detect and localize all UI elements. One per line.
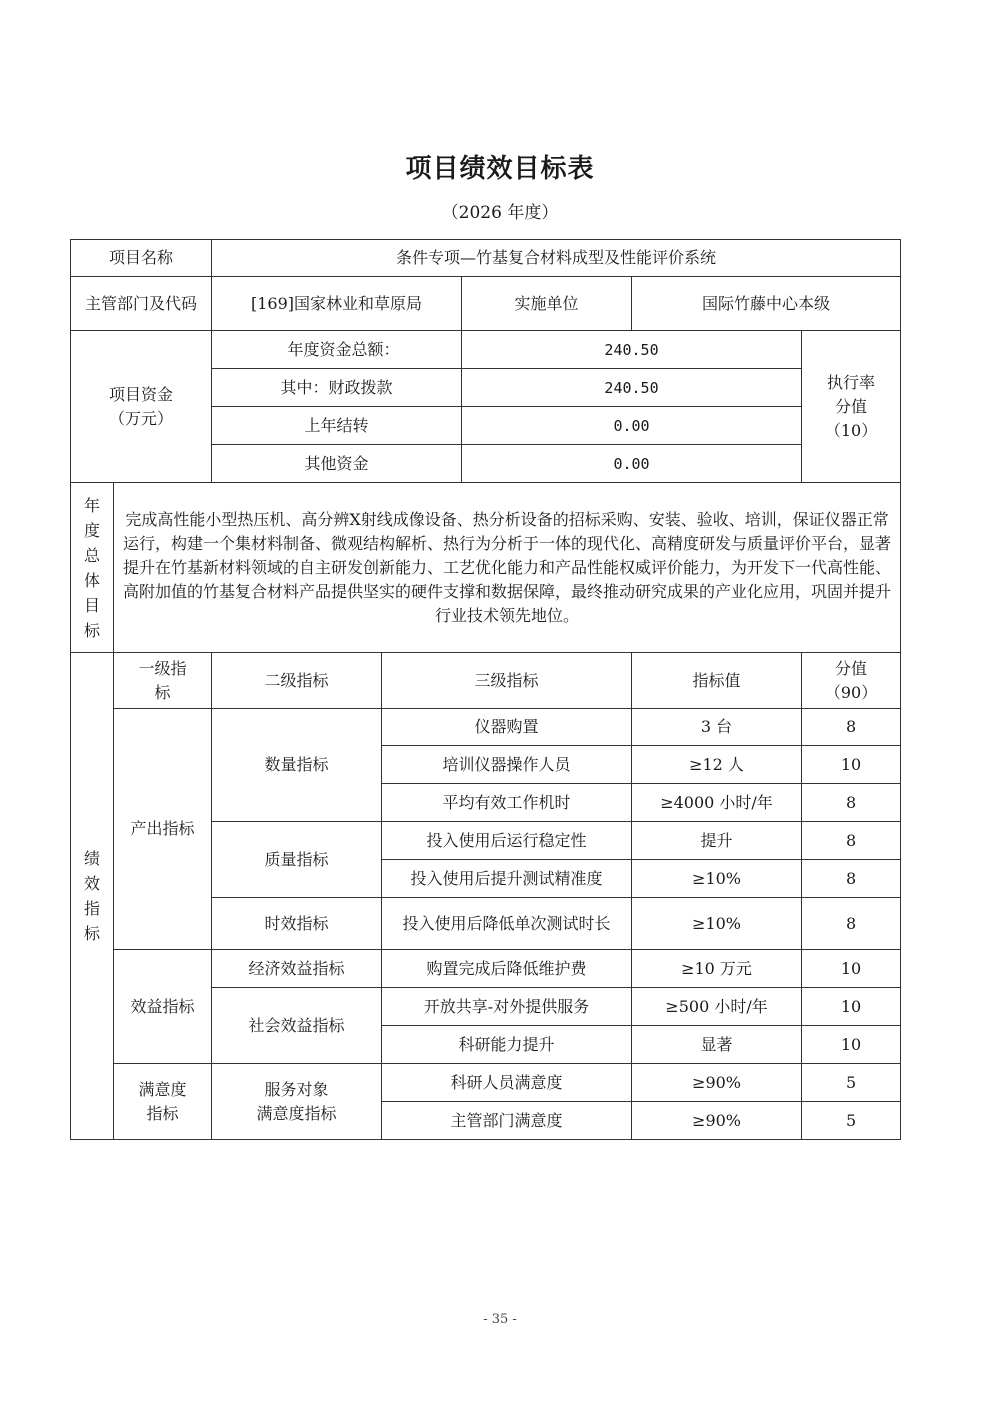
header-score: [802, 653, 901, 709]
indicator-name: 投入使用后提升测试精准度: [382, 860, 632, 898]
indicator-name: 科研能力提升: [382, 1026, 632, 1064]
funds-total-label: 年度资金总额：: [212, 331, 462, 369]
indicators-section-label-text: 绩效指标: [83, 849, 100, 943]
indicator-name: 科研人员满意度: [382, 1064, 632, 1102]
indicator-value: 显著: [632, 1026, 802, 1064]
service-satisfaction-label: [212, 1064, 382, 1140]
funds-total-value: 240.50: [462, 331, 802, 369]
indicator-score: 8: [802, 822, 901, 860]
exec-rate-score: [802, 331, 901, 483]
indicator-score: 5: [802, 1064, 901, 1102]
exec-rate-line3: （10）: [824, 420, 878, 440]
funds-fiscal-value: 240.50: [462, 369, 802, 407]
service-satisfaction-line2: 满意度指标: [256, 1103, 337, 1123]
indicator-name: 投入使用后降低单次测试时长: [382, 898, 632, 950]
indicator-value: ≥90%: [632, 1102, 802, 1140]
annual-goal-label: [71, 483, 114, 653]
indicator-name: 购置完成后降低维护费: [382, 950, 632, 988]
performance-target-table: [70, 239, 901, 1140]
impl-unit-label: 实施单位: [462, 277, 632, 331]
dept-value: [169]国家林业和草原局: [212, 277, 462, 331]
project-name-label: 项目名称: [71, 240, 212, 277]
service-satisfaction-line1: 服务对象: [264, 1079, 329, 1099]
indicator-name: 投入使用后运行稳定性: [382, 822, 632, 860]
header-value: 指标值: [632, 653, 802, 709]
dept-label: 主管部门及代码: [71, 277, 212, 331]
social-indicator-label: 社会效益指标: [212, 988, 382, 1064]
year-subtitle: （2026 年度）: [441, 203, 559, 223]
annual-goal-text: 完成高性能小型热压机、高分辨X射线成像设备、热分析设备的招标采购、安装、验收、培训，保证仪器正常运行，构建一个集材料制备、微观结构解析、热行为分析于一体的现代化、高精度研发与质量评价平台，显著提升在竹基新材料领域的自主研发创新能力、工艺优化能力和产品性能权威评价能力，为开发下一代高性能、高附加值的竹基复合材料产品提供坚实的硬件支撑和数据保障，最终推动研究成果的产业化应用，巩固并提升行业技术领先地位。: [114, 483, 901, 653]
indicator-name: 主管部门满意度: [382, 1102, 632, 1140]
indicator-name: 开放共享-对外提供服务: [382, 988, 632, 1026]
indicator-value: ≥500 小时/年: [632, 988, 802, 1026]
project-name-value: 条件专项—竹基复合材料成型及性能评价系统: [212, 240, 901, 277]
indicator-value: 提升: [632, 822, 802, 860]
funds-carryover-label: 上年结转: [212, 407, 462, 445]
indicator-value: ≥12 人: [632, 746, 802, 784]
indicator-value: 3 台: [632, 709, 802, 746]
indicator-name: 培训仪器操作人员: [382, 746, 632, 784]
indicator-score: 8: [802, 860, 901, 898]
indicator-value: ≥10%: [632, 898, 802, 950]
page-title: 项目绩效目标表: [405, 154, 595, 184]
exec-rate-line2: 分值: [835, 396, 868, 416]
header-level2: 二级指标: [212, 653, 382, 709]
indicator-name: 仪器购置: [382, 709, 632, 746]
indicator-score: 8: [802, 898, 901, 950]
output-indicator-label: 产出指标: [114, 709, 212, 950]
header-score-line1: 分值: [835, 658, 868, 678]
indicator-value: ≥90%: [632, 1064, 802, 1102]
exec-rate-line1: 执行率: [827, 372, 876, 392]
indicator-score: 8: [802, 784, 901, 822]
funds-label: [71, 331, 212, 483]
header-score-line2: （90）: [824, 682, 878, 702]
indicator-score: 5: [802, 1102, 901, 1140]
indicator-name: 平均有效工作机时: [382, 784, 632, 822]
annual-goal-label-text: 年度总体目标: [83, 495, 100, 640]
funds-carryover-value: 0.00: [462, 407, 802, 445]
page-number: - 35 -: [483, 1312, 517, 1327]
quantity-indicator-label: 数量指标: [212, 709, 382, 822]
header-level1: [114, 653, 212, 709]
funds-other-label: 其他资金: [212, 445, 462, 483]
satisfaction-indicator-label: [114, 1064, 212, 1140]
indicator-score: 8: [802, 709, 901, 746]
quality-indicator-label: 质量指标: [212, 822, 382, 898]
funds-label-line1: 项目资金: [109, 384, 174, 404]
header-level3: 三级指标: [382, 653, 632, 709]
benefit-indicator-label: 效益指标: [114, 950, 212, 1064]
funds-label-line2: （万元）: [109, 408, 174, 428]
indicators-section-label: [71, 653, 114, 1140]
header-level1-text: 一级指标: [138, 658, 187, 702]
satisfaction-label-line2: 指标: [146, 1103, 179, 1123]
funds-fiscal-label: 其中：财政拨款: [212, 369, 462, 407]
economic-indicator-label: 经济效益指标: [212, 950, 382, 988]
indicator-value: ≥10 万元: [632, 950, 802, 988]
impl-unit-value: 国际竹藤中心本级: [632, 277, 901, 331]
indicator-score: 10: [802, 950, 901, 988]
indicator-value: ≥4000 小时/年: [632, 784, 802, 822]
indicator-score: 10: [802, 1026, 901, 1064]
indicator-score: 10: [802, 746, 901, 784]
funds-other-value: 0.00: [462, 445, 802, 483]
indicator-score: 10: [802, 988, 901, 1026]
satisfaction-label-line1: 满意度: [138, 1079, 187, 1099]
indicator-value: ≥10%: [632, 860, 802, 898]
timeliness-indicator-label: 时效指标: [212, 898, 382, 950]
